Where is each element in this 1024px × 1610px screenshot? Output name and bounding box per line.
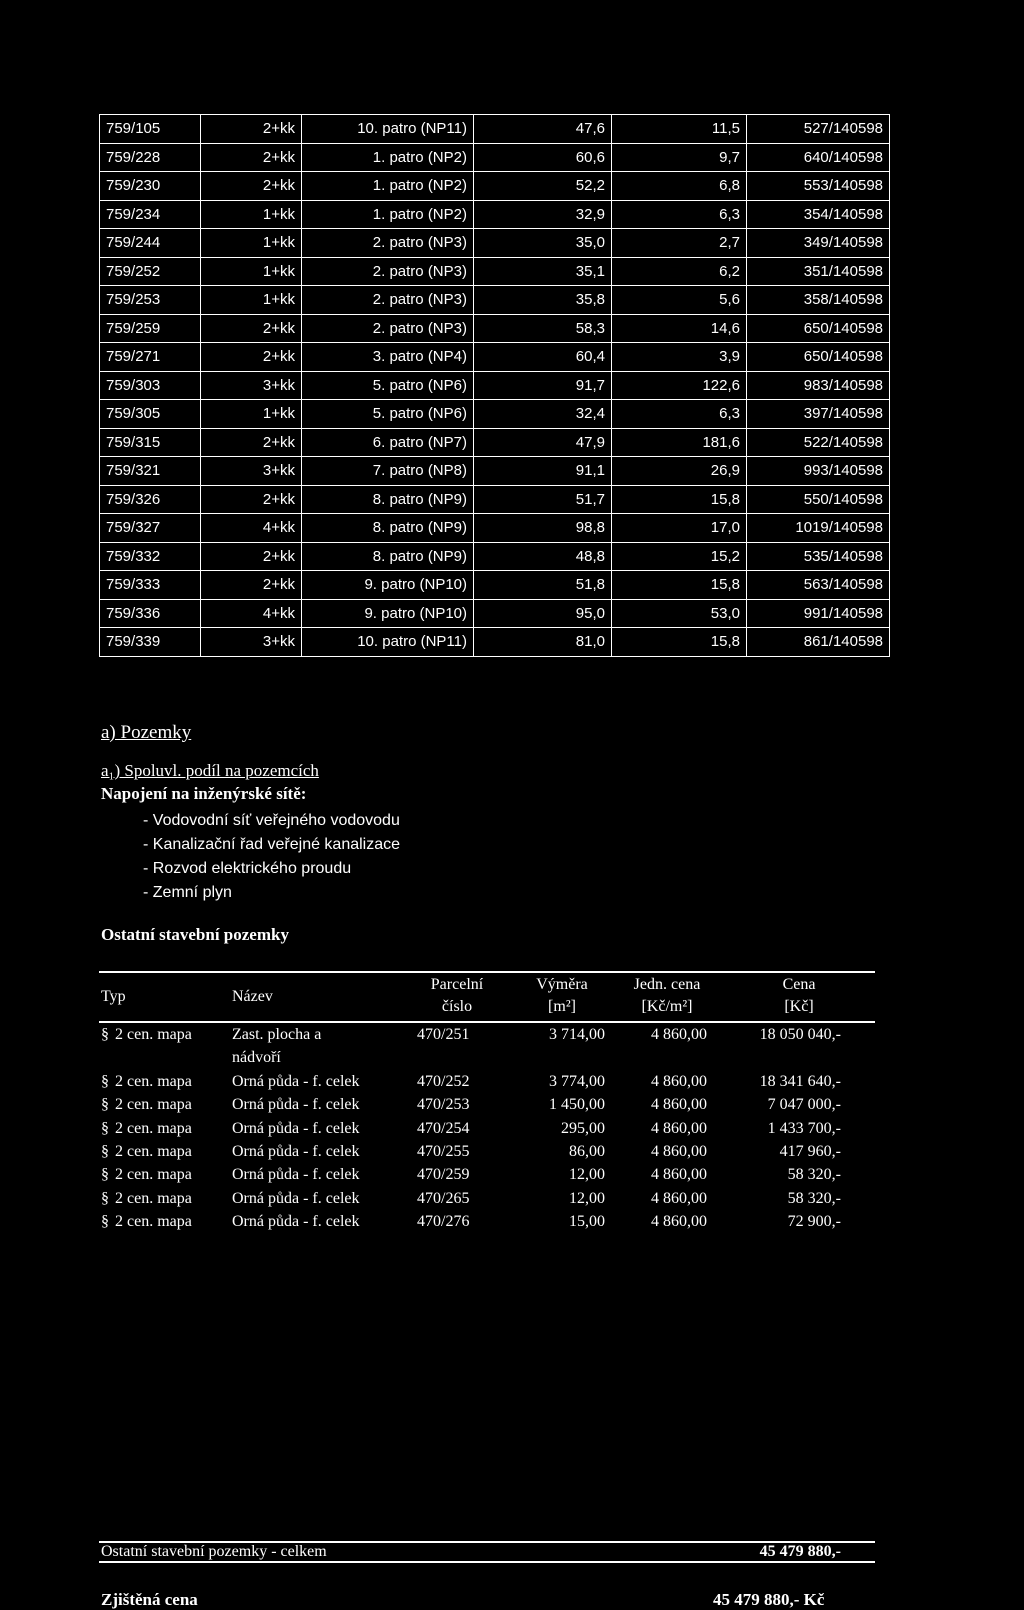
unit-extra-area: 15,2	[612, 542, 747, 571]
unit-area: 95,0	[474, 599, 612, 628]
unit-area: 60,4	[474, 343, 612, 372]
land-typ: 2 cen. mapa	[115, 1026, 192, 1043]
land-typ: 2 cen. mapa	[115, 1119, 192, 1137]
unit-extra-area: 2,7	[612, 229, 747, 258]
unit-area: 60,6	[474, 143, 612, 172]
table-bottom-rule	[99, 1561, 875, 1563]
land-vymera: 295,00	[561, 1119, 605, 1137]
unit-floor: 1. patro (NP2)	[302, 143, 474, 172]
land-cena: 72 900,-	[787, 1212, 841, 1230]
unit-type: 4+kk	[201, 599, 302, 628]
unit-number: 759/315	[100, 428, 201, 457]
unit-type: 1+kk	[201, 400, 302, 429]
land-nazev: Orná půda - f. celek	[232, 1119, 360, 1137]
unit-extra-area: 6,3	[612, 400, 747, 429]
unit-extra-area: 5,6	[612, 286, 747, 315]
land-vymera: 15,00	[569, 1212, 605, 1230]
unit-type: 3+kk	[201, 371, 302, 400]
land-nazev: Orná půda - f. celek	[232, 1096, 360, 1114]
unit-share: 991/140598	[747, 599, 890, 628]
unit-type: 2+kk	[201, 571, 302, 600]
header-typ: Typ	[101, 988, 126, 1005]
unit-share: 563/140598	[747, 571, 890, 600]
unit-type: 1+kk	[201, 286, 302, 315]
paragraph-icon: §	[101, 1166, 109, 1184]
unit-floor: 8. patro (NP9)	[302, 485, 474, 514]
unit-share: 522/140598	[747, 428, 890, 457]
unit-extra-area: 9,7	[612, 143, 747, 172]
unit-number: 759/259	[100, 314, 201, 343]
unit-floor: 5. patro (NP6)	[302, 371, 474, 400]
land-jedn: 4 860,00	[651, 1212, 707, 1230]
unit-extra-area: 122,6	[612, 371, 747, 400]
unit-area: 35,8	[474, 286, 612, 315]
subsection-heading: a₁) Spoluvl. podíl na pozemcích	[101, 761, 319, 780]
unit-share: 983/140598	[747, 371, 890, 400]
land-typ: 2 cen. mapa	[115, 1212, 192, 1230]
paragraph-icon: §	[101, 1026, 109, 1043]
table-row	[100, 143, 890, 172]
connection-item: - Vodovodní síť veřejného vodovodu	[143, 812, 400, 829]
table-row	[100, 599, 890, 628]
unit-share: 861/140598	[747, 628, 890, 657]
land-jedn: 4 860,00	[651, 1189, 707, 1207]
connection-item: - Rozvod elektrického proudu	[143, 860, 352, 877]
paragraph-icon: §	[101, 1073, 109, 1090]
land-nazev: Orná půda - f. celek	[232, 1212, 360, 1230]
unit-floor: 6. patro (NP7)	[302, 428, 474, 457]
unit-extra-area: 6,2	[612, 257, 747, 286]
land-nazev: Zast. plocha a	[232, 1026, 322, 1043]
unit-type: 1+kk	[201, 229, 302, 258]
table-row	[100, 628, 890, 657]
header-cena-2: [Kč]	[784, 998, 814, 1015]
header-parcel-2: číslo	[441, 998, 473, 1015]
connections-list	[143, 809, 400, 905]
land-jedn: 4 860,00	[651, 1142, 707, 1160]
land-vymera: 3 714,00	[549, 1026, 605, 1043]
land-vymera: 12,00	[569, 1166, 605, 1184]
land-cena: 18 050 040,-	[759, 1026, 841, 1043]
land-typ: 2 cen. mapa	[115, 1073, 192, 1090]
land-parcel: 470/254	[417, 1119, 470, 1137]
unit-area: 32,9	[474, 200, 612, 229]
table-row	[100, 115, 890, 144]
land-parcel: 470/276	[417, 1212, 470, 1230]
land-parcel: 470/251	[417, 1026, 470, 1043]
table-header-rule	[99, 1021, 875, 1023]
paragraph-icon: §	[101, 1189, 109, 1207]
table-row	[100, 542, 890, 571]
unit-floor: 9. patro (NP10)	[302, 599, 474, 628]
land-nazev: Orná půda - f. celek	[232, 1189, 360, 1207]
land-typ: 2 cen. mapa	[115, 1189, 192, 1207]
land-cena: 58 320,-	[787, 1189, 841, 1207]
land-parcel: 470/253	[417, 1096, 470, 1114]
unit-share: 553/140598	[747, 172, 890, 201]
land-table	[99, 970, 875, 1560]
unit-number: 759/244	[100, 229, 201, 258]
unit-type: 2+kk	[201, 542, 302, 571]
unit-type: 2+kk	[201, 172, 302, 201]
unit-extra-area: 181,6	[612, 428, 747, 457]
header-jedn-2: [Kč/m²]	[641, 998, 693, 1015]
unit-area: 32,4	[474, 400, 612, 429]
unit-number: 759/336	[100, 599, 201, 628]
unit-number: 759/327	[100, 514, 201, 543]
unit-extra-area: 6,8	[612, 172, 747, 201]
unit-type: 2+kk	[201, 314, 302, 343]
table-row	[100, 229, 890, 258]
unit-number: 759/271	[100, 343, 201, 372]
unit-floor: 2. patro (NP3)	[302, 314, 474, 343]
unit-share: 993/140598	[747, 457, 890, 486]
paragraph-icon: §	[101, 1096, 109, 1114]
unit-number: 759/332	[100, 542, 201, 571]
unit-floor: 8. patro (NP9)	[302, 542, 474, 571]
header-cena-1: Cena	[782, 976, 816, 993]
unit-number: 759/105	[100, 115, 201, 144]
unit-extra-area: 15,8	[612, 628, 747, 657]
unit-area: 98,8	[474, 514, 612, 543]
table-row	[100, 257, 890, 286]
unit-share: 354/140598	[747, 200, 890, 229]
unit-area: 81,0	[474, 628, 612, 657]
header-jedn-1: Jedn. cena	[633, 976, 701, 993]
other-plots-title: Ostatní stavební pozemky	[101, 925, 289, 944]
land-vymera: 86,00	[569, 1142, 605, 1160]
table-top-rule	[99, 971, 875, 973]
unit-number: 759/339	[100, 628, 201, 657]
unit-extra-area: 15,8	[612, 485, 747, 514]
unit-area: 51,7	[474, 485, 612, 514]
table-row	[100, 314, 890, 343]
units-table	[99, 114, 890, 657]
unit-extra-area: 14,6	[612, 314, 747, 343]
land-parcel: 470/252	[417, 1073, 470, 1090]
connection-item: - Zemní plyn	[143, 884, 232, 901]
header-nazev: Název	[232, 988, 273, 1005]
unit-floor: 1. patro (NP2)	[302, 172, 474, 201]
land-cena: 7 047 000,-	[767, 1096, 841, 1114]
unit-share: 640/140598	[747, 143, 890, 172]
unit-extra-area: 3,9	[612, 343, 747, 372]
land-cena: 18 341 640,-	[759, 1073, 841, 1090]
unit-floor: 1. patro (NP2)	[302, 200, 474, 229]
unit-number: 759/253	[100, 286, 201, 315]
table-row	[100, 571, 890, 600]
table-row	[100, 457, 890, 486]
unit-number: 759/234	[100, 200, 201, 229]
connections-title: Napojení na inženýrské sítě:	[101, 784, 307, 803]
table-row	[100, 400, 890, 429]
unit-share: 550/140598	[747, 485, 890, 514]
unit-number: 759/230	[100, 172, 201, 201]
land-vymera: 3 774,00	[549, 1073, 605, 1090]
unit-share: 650/140598	[747, 314, 890, 343]
land-typ: 2 cen. mapa	[115, 1166, 192, 1184]
land-nazev: Orná půda - f. celek	[232, 1142, 360, 1160]
unit-area: 58,3	[474, 314, 612, 343]
unit-share: 351/140598	[747, 257, 890, 286]
unit-extra-area: 11,5	[612, 115, 747, 144]
table-row	[100, 514, 890, 543]
unit-extra-area: 15,8	[612, 571, 747, 600]
table-row	[100, 343, 890, 372]
land-jedn: 4 860,00	[651, 1026, 707, 1043]
final-price-label: Zjištěná cena	[101, 1590, 198, 1609]
table-row	[100, 371, 890, 400]
unit-extra-area: 26,9	[612, 457, 747, 486]
header-vymera-1: Výměra	[536, 976, 588, 993]
unit-floor: 2. patro (NP3)	[302, 229, 474, 258]
land-vymera: 1 450,00	[549, 1096, 605, 1114]
unit-type: 1+kk	[201, 257, 302, 286]
unit-floor: 8. patro (NP9)	[302, 514, 474, 543]
unit-area: 48,8	[474, 542, 612, 571]
table-row	[100, 172, 890, 201]
unit-share: 527/140598	[747, 115, 890, 144]
unit-area: 35,0	[474, 229, 612, 258]
unit-type: 2+kk	[201, 143, 302, 172]
paragraph-icon: §	[101, 1142, 109, 1160]
unit-number: 759/305	[100, 400, 201, 429]
paragraph-icon: §	[101, 1119, 109, 1137]
unit-number: 759/252	[100, 257, 201, 286]
unit-area: 47,9	[474, 428, 612, 457]
unit-floor: 9. patro (NP10)	[302, 571, 474, 600]
header-vymera-2: [m²]	[548, 998, 576, 1015]
table-row	[100, 428, 890, 457]
unit-extra-area: 6,3	[612, 200, 747, 229]
unit-number: 759/321	[100, 457, 201, 486]
land-parcel: 470/265	[417, 1189, 470, 1207]
land-jedn: 4 860,00	[651, 1119, 707, 1137]
unit-type: 1+kk	[201, 200, 302, 229]
unit-extra-area: 17,0	[612, 514, 747, 543]
land-parcel: 470/259	[417, 1166, 470, 1184]
unit-floor: 10. patro (NP11)	[302, 628, 474, 657]
land-cena: 1 433 700,-	[767, 1119, 841, 1137]
land-jedn: 4 860,00	[651, 1073, 707, 1090]
unit-floor: 3. patro (NP4)	[302, 343, 474, 372]
unit-area: 51,8	[474, 571, 612, 600]
final-price-value: 45 479 880,- Kč	[713, 1590, 825, 1609]
land-cena: 58 320,-	[787, 1166, 841, 1184]
table-row	[100, 200, 890, 229]
unit-area: 91,7	[474, 371, 612, 400]
land-nazev: Orná půda - f. celek	[232, 1073, 360, 1090]
unit-type: 3+kk	[201, 457, 302, 486]
land-vymera: 12,00	[569, 1189, 605, 1207]
total-label: Ostatní stavební pozemky - celkem	[101, 1543, 327, 1560]
unit-share: 535/140598	[747, 542, 890, 571]
land-typ: 2 cen. mapa	[115, 1096, 192, 1114]
unit-type: 2+kk	[201, 485, 302, 514]
unit-type: 2+kk	[201, 343, 302, 372]
unit-type: 2+kk	[201, 428, 302, 457]
unit-number: 759/326	[100, 485, 201, 514]
unit-floor: 2. patro (NP3)	[302, 257, 474, 286]
unit-share: 650/140598	[747, 343, 890, 372]
unit-type: 2+kk	[201, 115, 302, 144]
unit-share: 1019/140598	[747, 514, 890, 543]
land-cena: 417 960,-	[779, 1142, 841, 1160]
unit-area: 91,1	[474, 457, 612, 486]
unit-type: 4+kk	[201, 514, 302, 543]
land-parcel: 470/255	[417, 1142, 470, 1160]
total-value: 45 479 880,-	[759, 1543, 841, 1560]
unit-number: 759/228	[100, 143, 201, 172]
land-nazev: Orná půda - f. celek	[232, 1166, 360, 1184]
land-nazev-line2: nádvoří	[232, 1049, 281, 1066]
unit-share: 358/140598	[747, 286, 890, 315]
unit-area: 47,6	[474, 115, 612, 144]
unit-floor: 5. patro (NP6)	[302, 400, 474, 429]
unit-extra-area: 53,0	[612, 599, 747, 628]
unit-type: 3+kk	[201, 628, 302, 657]
land-jedn: 4 860,00	[651, 1096, 707, 1114]
header-parcel-1: Parcelní	[430, 976, 484, 993]
unit-share: 349/140598	[747, 229, 890, 258]
unit-area: 52,2	[474, 172, 612, 201]
land-jedn: 4 860,00	[651, 1166, 707, 1184]
land-typ: 2 cen. mapa	[115, 1142, 192, 1160]
unit-floor: 2. patro (NP3)	[302, 286, 474, 315]
unit-number: 759/303	[100, 371, 201, 400]
unit-area: 35,1	[474, 257, 612, 286]
unit-number: 759/333	[100, 571, 201, 600]
unit-share: 397/140598	[747, 400, 890, 429]
table-row	[100, 286, 890, 315]
paragraph-icon: §	[101, 1212, 109, 1230]
unit-floor: 10. patro (NP11)	[302, 115, 474, 144]
table-row	[100, 485, 890, 514]
section-heading: a) Pozemky	[101, 722, 192, 743]
connection-item: - Kanalizační řad veřejné kanalizace	[143, 836, 401, 853]
unit-floor: 7. patro (NP8)	[302, 457, 474, 486]
